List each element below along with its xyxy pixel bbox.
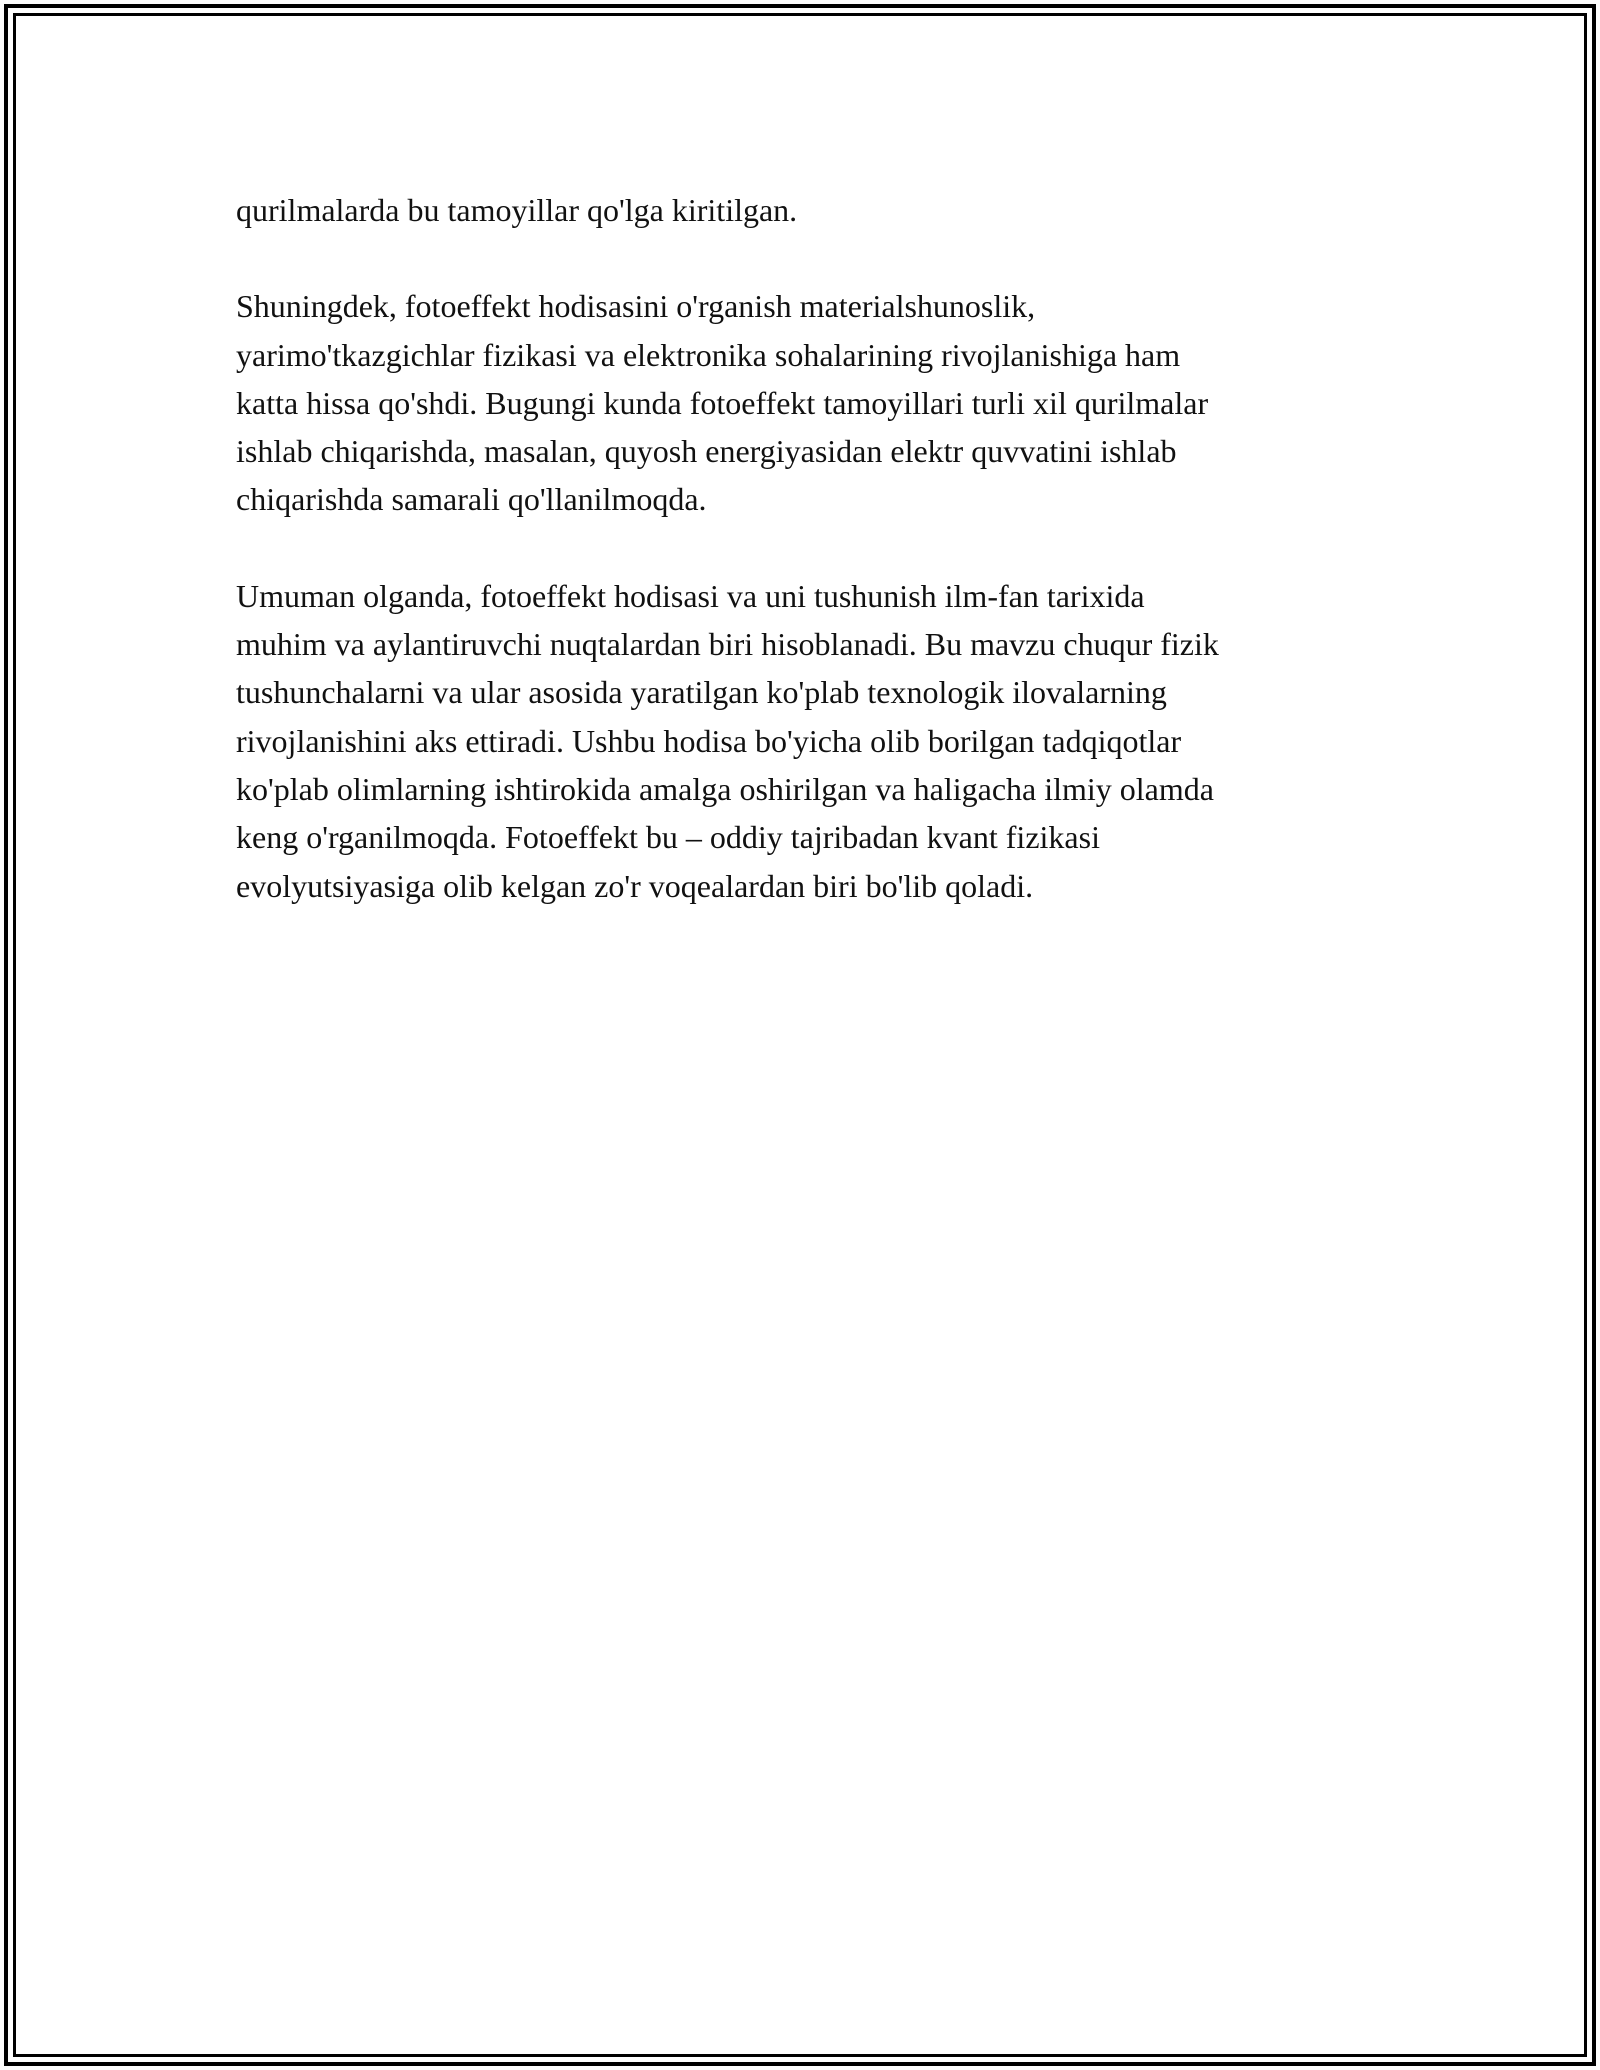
paragraph-materials-science: Shuningdek, fotoeffekt hodisasini o'rganish materialshunoslik, yarimo'tkazgichlar fizikasi va elektronika sohalarining rivojlanishiga ham katta hissa qo'shdi. Bugungi kunda fotoeffekt tamoyillari turli xil qurilmalar ishlab chiqarishda, masalan, quyosh energiyasidan elektr quvvatini ishlab chiqarishda samarali qo'llanilmoqda. xyxy=(236,288,1209,518)
paragraph-continuation: qurilmalarda bu tamoyillar qo'lga kiritilgan. xyxy=(236,192,798,228)
paragraph-conclusion: Umuman olganda, fotoeffekt hodisasi va uni tushunish ilm-fan tarixida muhim va aylantiruvchi nuqtalardan biri hisoblanadi. Bu mavzu chuqur fizik tushunchalarni va ular asosida yaratilgan ko'plab texnologik ilovalarning rivojlanishini aks ettiradi. Ushbu hodisa bo'yicha olib borilgan tadqiqotlar ko'plab olimlarning ishtirokida amalga oshirilgan va haligacha ilmiy olamda keng o'rganilmoqda. Fotoeffekt bu – oddiy tajribadan kvant fizikasi evolyutsiyasiga olib kelgan zo'r voqealardan biri bo'lib qoladi. xyxy=(236,577,1219,904)
document-body xyxy=(236,186,1386,958)
